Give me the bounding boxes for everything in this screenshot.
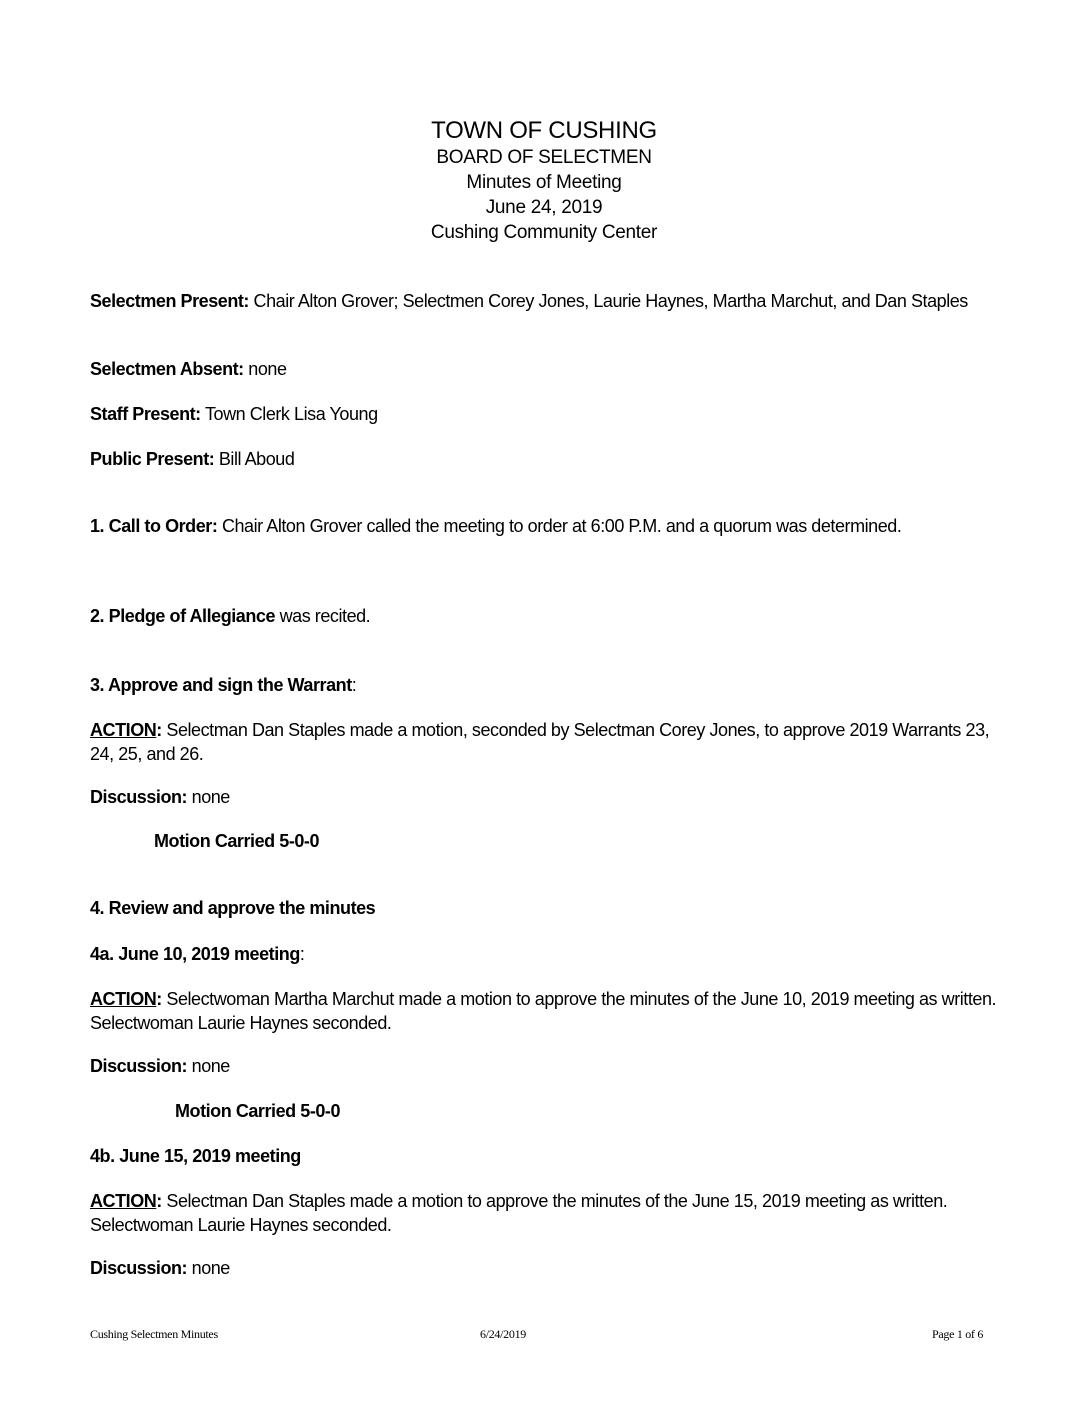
minutes-heading [90,896,1010,920]
minutes-label: 4. Review and approve the minutes [90,898,376,918]
public-present [90,447,1010,471]
minutes-4a-suffix: : [299,944,305,964]
discussion-text: none [187,1056,230,1076]
pledge-text: was recited. [275,606,371,626]
action-colon: : [156,1191,162,1211]
footer-title: Cushing Selectmen Minutes [90,1327,218,1341]
warrant-heading [90,673,1010,697]
warrant-suffix: : [351,675,357,695]
minutes-4b-action-text: Selectman Dan Staples made a motion to approve the minutes of the June 15, 2019 meeting as written. Selectwoman Laurie Haynes seconded. [90,1191,948,1235]
town-title: TOWN OF CUSHING [431,117,657,144]
minutes-4a-heading [90,942,1010,966]
document-header [0,116,1088,245]
minutes-4b-label: 4b. June 15, 2019 meeting [90,1146,301,1166]
staff-present-label: Staff Present: [90,404,201,424]
warrant-label: 3. Approve and sign the Warrant [90,675,352,695]
staff-present [90,402,1010,426]
action-label: ACTION [90,1191,157,1211]
discussion-label: Discussion: [90,1258,188,1278]
footer-page-number: Page 1 of 6 [932,1327,984,1341]
discussion-text: none [187,787,230,807]
discussion-text: none [187,1258,230,1278]
discussion-label: Discussion: [90,1056,188,1076]
call-to-order-label: 1. Call to Order: [90,516,218,536]
minutes-4a-action-text: Selectwoman Martha Marchut made a motion to approve the minutes of the June 10, 2019 meeting as written. Selectwoman Laurie Haynes seconded. [90,989,997,1033]
call-to-order [90,514,1010,538]
action-label: ACTION [90,989,157,1009]
warrant-motion-result: Motion Carried 5-0-0 [154,831,320,851]
selectmen-present [90,289,1010,313]
warrant-discussion [90,785,1010,809]
selectmen-absent-label: Selectmen Absent: [90,359,244,379]
selectmen-absent [90,357,1010,381]
minutes-4a-action [90,987,1010,1035]
board-name: BOARD OF SELECTMEN [436,147,652,168]
minutes-4b-action [90,1189,1010,1237]
minutes-4b-heading [90,1144,1010,1168]
action-colon: : [156,989,162,1009]
pledge-label: 2. Pledge of Allegiance [90,606,276,626]
meeting-date: June 24, 2019 [485,197,603,218]
meeting-location: Cushing Community Center [430,222,658,243]
minutes-4b-discussion [90,1256,1010,1280]
minutes-4a-discussion [90,1054,1010,1078]
staff-present-value: Town Clerk Lisa Young [200,404,378,424]
footer-date: 6/24/2019 [480,1327,526,1341]
discussion-label: Discussion: [90,787,188,807]
selectmen-present-label: Selectmen Present: [90,291,249,311]
selectmen-present-value: Chair Alton Grover; Selectmen Corey Jones, Laurie Haynes, Martha Marchut, and Dan Staples [248,291,968,311]
public-present-label: Public Present: [90,449,215,469]
minutes-4a-label: 4a. June 10, 2019 meeting [90,944,300,964]
warrant-action-text: Selectman Dan Staples made a motion, seconded by Selectman Corey Jones, to approve 2019 Warrants 23, 24, 25, and 26. [90,720,990,764]
public-present-value: Bill Aboud [214,449,295,469]
action-colon: : [156,720,162,740]
selectmen-absent-value: none [243,359,287,379]
action-label: ACTION [90,720,157,740]
warrant-action [90,718,1010,766]
pledge-of-allegiance [90,604,1010,628]
document-type: Minutes of Meeting [466,172,622,193]
call-to-order-text: Chair Alton Grover called the meeting to order at 6:00 P.M. and a quorum was determined. [217,516,902,536]
minutes-4a-motion-result: Motion Carried 5-0-0 [175,1101,341,1121]
